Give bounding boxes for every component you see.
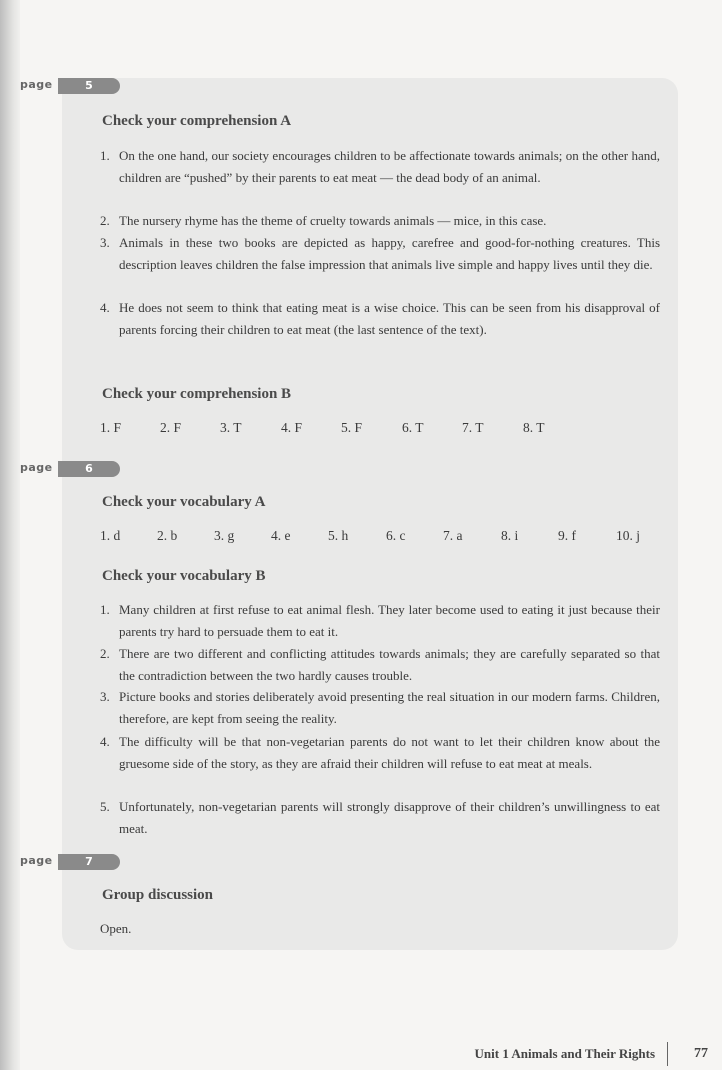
item-text: The nursery rhyme has the theme of cruelty towards animals — mice, in this case. — [119, 213, 547, 228]
item-number: 3. — [100, 235, 110, 250]
item-text: Unfortunately, non-vegetarian parents will strongly disapprove of their children’s unwillingness to eat meat. — [119, 799, 660, 836]
heading-comprehension-a: Check your comprehension A — [102, 113, 292, 129]
page-tag-label: page — [20, 78, 53, 91]
answer-item: 8. T — [523, 420, 545, 435]
heading-comprehension-b: Check your comprehension B — [102, 386, 292, 402]
answer-item: 4. e — [271, 528, 291, 543]
item-text: Animals in these two books are depicted as happy, carefree and good-for-nothing creatures. This description leaves children the false impression that animals live simple and happy lives until they die. — [119, 235, 660, 272]
answer-item: 6. c — [386, 528, 406, 543]
answer-item: 6. T — [402, 420, 424, 435]
item-number: 5. — [100, 799, 110, 814]
heading-group-discussion: Group discussion — [102, 887, 214, 903]
page-tag-number: 7 — [58, 854, 120, 870]
item-number: 4. — [100, 734, 110, 749]
answer-item: 9. f — [558, 528, 576, 543]
answer-item: 8. i — [501, 528, 519, 543]
book-spine-shadow — [0, 0, 20, 1070]
item-text: On the one hand, our society encourages children to be affectionate towards animals; on the other hand, children are “pushed” by their parents to eat meat — the dead body of an animal. — [119, 148, 660, 185]
item-number: 1. — [100, 148, 110, 163]
footer-unit-title: Unit 1 Animals and Their Rights — [474, 1046, 655, 1061]
page-tag-6 — [0, 461, 122, 477]
page-tag-5 — [0, 78, 122, 94]
item-number: 2. — [100, 213, 110, 228]
page-number: 77 — [694, 1046, 708, 1061]
answer-item: 7. T — [462, 420, 484, 435]
page-tag-label: page — [20, 854, 53, 867]
answer-item: 3. g — [214, 528, 235, 543]
item-number: 3. — [100, 689, 110, 704]
answer-item: 1. F — [100, 420, 122, 435]
item-number: 1. — [100, 602, 110, 617]
list-item — [100, 145, 660, 189]
footer-divider — [667, 1042, 668, 1066]
list-item — [100, 232, 660, 276]
answer-item: 2. b — [157, 528, 178, 543]
answer-item: 7. a — [443, 528, 463, 543]
answer-item: 1. d — [100, 528, 121, 543]
answer-item: 4. F — [281, 420, 303, 435]
item-text: Many children at first refuse to eat animal flesh. They later become used to eating it just because their parents try hard to persuade them to eat it. — [119, 602, 660, 639]
answer-item: 2. F — [160, 420, 182, 435]
list-item — [100, 643, 660, 687]
list-item — [100, 599, 660, 643]
vocabulary-a-answers — [100, 528, 660, 550]
list-item — [100, 686, 660, 730]
answer-item: 5. h — [328, 528, 349, 543]
item-number: 2. — [100, 646, 110, 661]
page-tag-label: page — [20, 461, 53, 474]
page-tag-7 — [0, 854, 122, 870]
comprehension-b-answers — [100, 420, 660, 442]
item-text: Picture books and stories deliberately avoid presenting the real situation in our modern farms. Children, therefore, are kept from seeing the reality. — [119, 689, 660, 726]
item-text: There are two different and conflicting attitudes towards animals; they are carefully separated so that the contradiction between the two hardly causes trouble. — [119, 646, 660, 683]
heading-vocabulary-b: Check your vocabulary B — [102, 568, 266, 584]
list-item — [100, 297, 660, 341]
item-text: The difficulty will be that non-vegetarian parents do not want to let their children know about the gruesome side of the story, as they are afraid their children will refuse to eat meat at meals. — [119, 734, 660, 771]
page-tag-number: 5 — [58, 78, 120, 94]
heading-vocabulary-a: Check your vocabulary A — [102, 494, 266, 510]
answer-item: 5. F — [341, 420, 363, 435]
page-tag-number: 6 — [58, 461, 120, 477]
item-number: 4. — [100, 300, 110, 315]
group-discussion-text: Open. — [100, 921, 132, 936]
item-text: He does not seem to think that eating meat is a wise choice. This can be seen from his disapproval of parents forcing their children to eat meat (the last sentence of the text). — [119, 300, 660, 337]
answer-item: 3. T — [220, 420, 242, 435]
answer-item: 10. j — [616, 528, 641, 543]
list-item — [100, 796, 660, 840]
list-item — [100, 731, 660, 775]
list-item — [100, 210, 660, 232]
